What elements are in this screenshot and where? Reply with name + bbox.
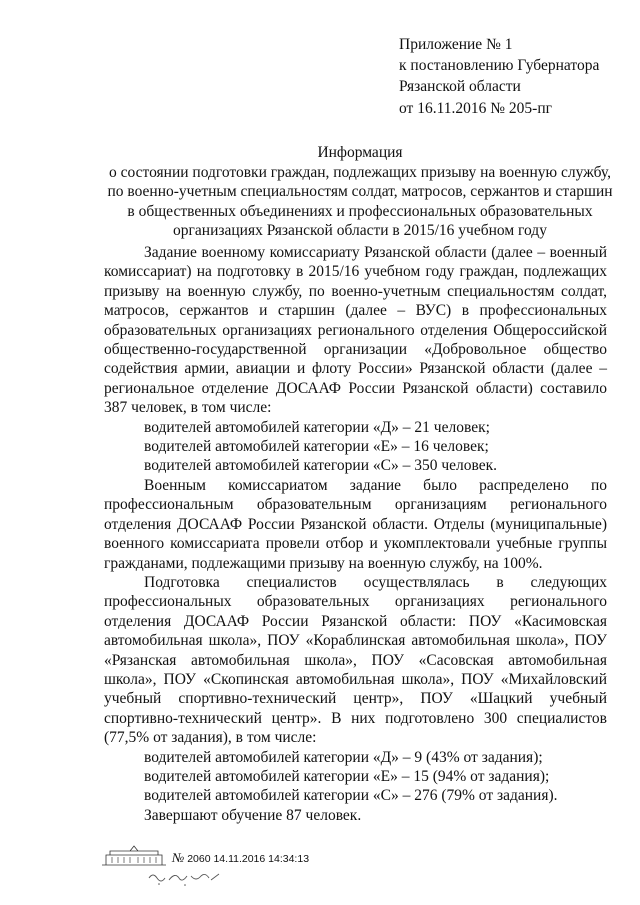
title-line-4: организациях Рязанской области в 2015/16 учебном году [173,222,547,240]
appendix-line-2: к постановлению Губернатора [399,57,600,74]
paragraph-closing: Завершают обучение 87 человек. [144,806,362,824]
handwritten-signature [145,866,225,888]
paragraph-distribution: Военным комиссариатом задание было распределено по профессиональным образовательным организациям регионального отделения ДОСААФ России Рязанской области. Отделы (муниципальные) военного комиссариата провели отбор и укомплектовали учебные группы гражданами, подлежащими призыву на военную службу, на 100%. [104,476,607,572]
document-title [100,143,620,241]
list-item: водителей автомобилей категории «С» – 276 (79% от задания). [144,787,558,805]
decree-date-number: от 16.11.2016 № 205-пг [399,100,552,117]
appendix-header [399,34,599,97]
list-item: водителей автомобилей категории «Е» – 16 человек; [144,438,489,456]
list-item: водителей автомобилей категории «Д» – 21 человек; [144,418,490,436]
appendix-line-3: Рязанской области [399,78,521,95]
building-stamp-icon [100,845,168,867]
list-item: водителей автомобилей категории «Е» – 15 (94% от задания); [144,767,550,785]
title-heading: Информация [317,144,403,161]
paragraph-training: Подготовка специалистов осуществлялась в следующих профессиональных образовательных организациях регионального отделения ДОСААФ России Рязанской области: ПОУ «Касимовская автомобильная школа», ПОУ «Кораблинская автомобильная школа», ПОУ «Рязанская автомобильная школа», ПОУ «Сасовская автомобильная школа», ПОУ «Скопинская автомобильная школа», ПОУ «Михайловский учебный спортивно-технический центр», ПОУ «Шацкий учебный спортивно-технический центр». В них подготовлено 300 специалистов (77,5% от задания), в том числе: [104,573,607,747]
list-item: водителей автомобилей категории «С» – 350 человек. [144,457,497,475]
reg-number: 2060 [187,853,211,865]
title-line-1: о состоянии подготовки граждан, подлежащих призыву на военную службу, [108,163,612,181]
document-body [104,243,607,825]
appendix-line-1: Приложение № 1 [399,36,513,53]
reg-number-sign: № [172,850,185,865]
list-item: водителей автомобилей категории «Д» – 9 (43% от задания); [144,748,543,766]
registration-stamp [172,850,309,866]
title-line-3: в общественных объединениях и профессиональных образовательных [127,202,593,220]
reg-datetime: 14.11.2016 14:34:13 [213,853,310,865]
title-line-2: по военно-учетным специальностям солдат, матросов, сержантов и старшин [107,183,613,201]
paragraph-assignment: Задание военному комиссариату Рязанской области (далее – военный комиссариат) на подготовку в 2015/16 учебном году граждан, подлежащих призыву на военную службу, по военно-учетным специальностям солдат, матросов, сержантов и старшин (далее – ВУС) в профессиональных образовательных организациях регионального отделения Общероссийской общественно-государственной организации «Добровольное общество содействия армии, авиации и флоту России» Рязанской области (далее – региональное отделение ДОСААФ России Рязанской области) составило 387 человек, в том числе: [104,244,607,417]
